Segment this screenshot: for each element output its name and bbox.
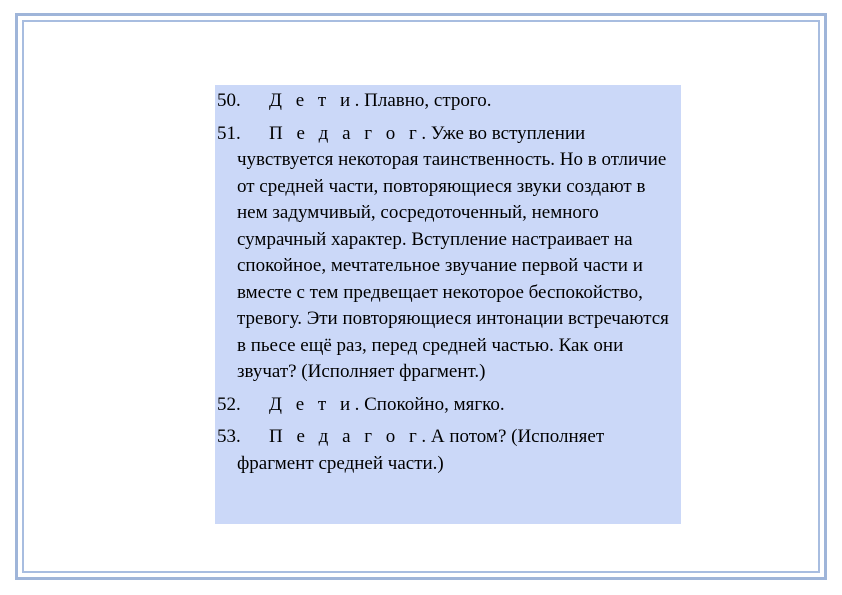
- speaker-name: П е д а г о г: [269, 426, 422, 447]
- paragraph-51: [217, 121, 671, 386]
- paragraph-50: [217, 88, 671, 115]
- speaker-name: Д е т и: [269, 393, 355, 415]
- paragraph-52: [217, 392, 671, 419]
- paragraph-text: . Плавно, строго.: [354, 90, 492, 111]
- paragraph-number: 51.: [217, 122, 241, 144]
- paragraph-number: 53.: [217, 426, 241, 447]
- paragraph-number: 50.: [217, 90, 241, 111]
- dialogue-text-box: [215, 85, 681, 524]
- speaker-name: П е д а г о г: [269, 122, 422, 144]
- paragraph-text: . Спокойно, мягко.: [354, 393, 505, 415]
- paragraph-text: . Уже во вступлении чувствуется некоторая таинственность. Но в отличие от средней части, повторяющиеся звуки создают в нем задумчивый, сосредоточенный, немного сумрачный характер. Вступление настраивает на спокойное, мечтательное звучание первой части и вместе с тем предвещает некоторое беспокойство, тревогу. Эти повторяющиеся интонации встречаются в пьесе ещё раз, перед средней частью. Как они звучат? (Исполняет фрагмент.): [237, 122, 669, 382]
- speaker-name: Д е т и: [269, 90, 355, 111]
- paragraph-text: . А потом? (Исполняет фрагмент средней части.): [237, 426, 605, 474]
- paragraph-number: 52.: [217, 393, 241, 415]
- paragraph-53: [217, 424, 671, 477]
